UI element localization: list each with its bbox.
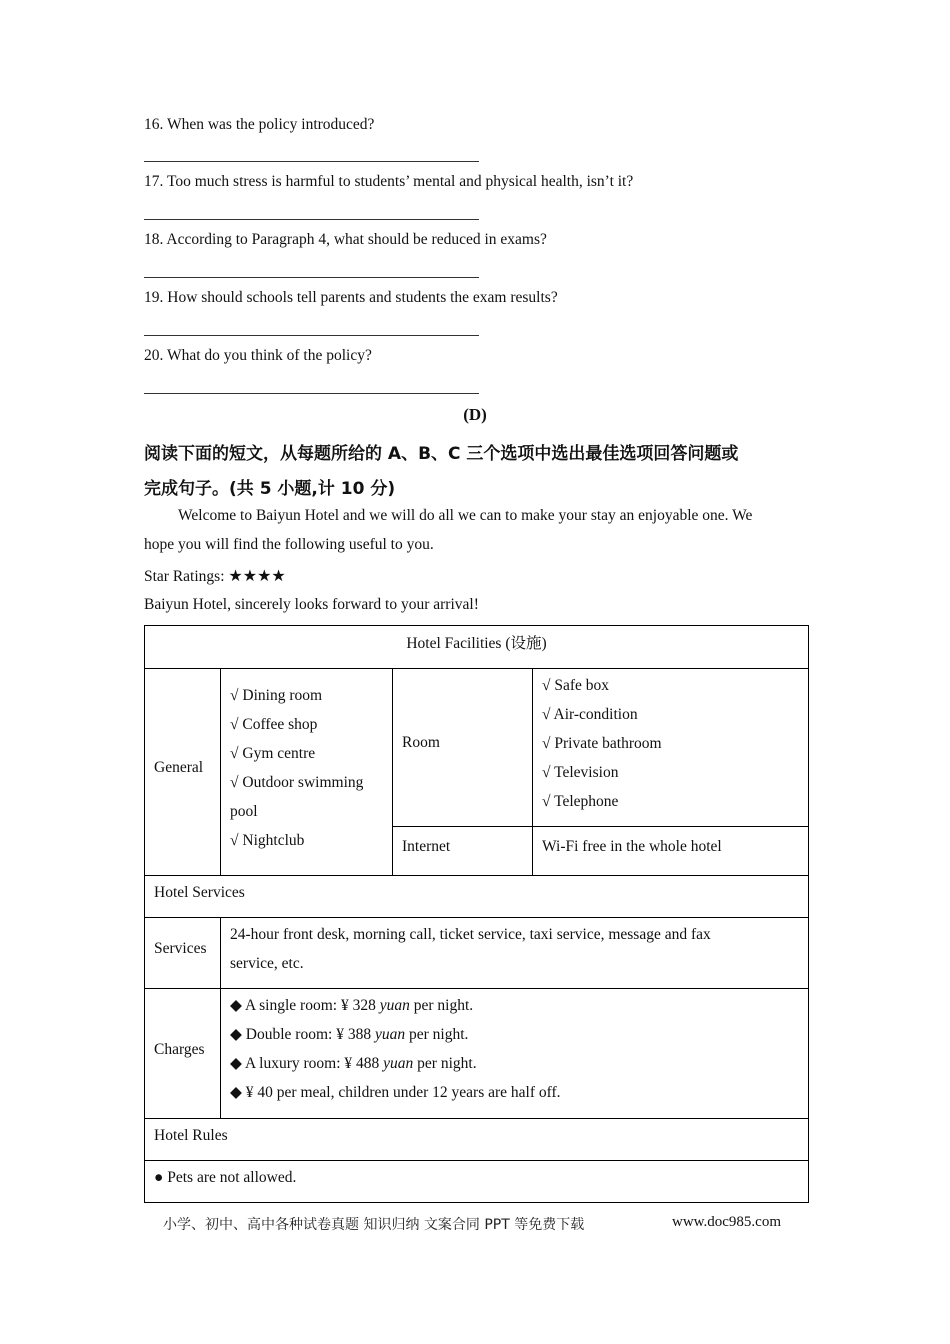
list-item: pool	[230, 803, 258, 820]
charge-item: ◆ Double room: ¥ 388 yuan per night.	[230, 1026, 469, 1043]
answer-line	[144, 219, 479, 220]
list-item: √ Dining room	[230, 687, 323, 704]
general-label: General	[154, 759, 204, 776]
answer-line	[144, 393, 479, 394]
room-label: Room	[402, 734, 440, 751]
services-value	[230, 920, 711, 978]
question-19: 19. How should schools tell parents and students the exam results?	[144, 289, 558, 306]
list-item: √ Nightclub	[230, 832, 305, 849]
paragraph-line-2: hope you will find the following useful to you.	[144, 536, 434, 553]
list-item: √ Safe box	[542, 677, 610, 694]
services-title: Hotel Services	[154, 884, 245, 901]
list-item: √ Air-condition	[542, 706, 638, 723]
question-20: 20. What do you think of the policy?	[144, 347, 372, 364]
instruction-line-1: 阅读下面的短文，从每题所给的 A、B、C 三个选项中选出最佳选项回答问题或	[144, 444, 739, 464]
footer-url[interactable]: www.doc985.com	[672, 1214, 782, 1230]
charges-label: Charges	[154, 1041, 205, 1058]
rule-item: ● Pets are not allowed.	[154, 1169, 297, 1186]
question-16: 16. When was the policy introduced?	[144, 116, 375, 133]
charge-item: ◆ A single room: ¥ 328 yuan per night.	[230, 997, 474, 1014]
services-line: 24-hour front desk, morning call, ticket service, taxi service, message and fax	[230, 926, 711, 943]
list-item: √ Television	[542, 764, 619, 781]
services-label: Services	[154, 940, 207, 957]
general-items	[230, 681, 363, 855]
room-items	[542, 671, 662, 816]
answer-line	[144, 335, 479, 336]
question-17: 17. Too much stress is harmful to students’ mental and physical health, isn’t it?	[144, 173, 634, 190]
charges-list	[230, 991, 561, 1107]
facilities-title: Hotel Facilities (设施)	[406, 635, 547, 652]
charge-item: ◆ A luxury room: ¥ 488 yuan per night.	[230, 1055, 477, 1072]
charge-item: ◆ ¥ 40 per meal, children under 12 years are half off.	[230, 1084, 561, 1101]
star-icons: ★★★★	[228, 566, 286, 585]
internet-label: Internet	[402, 838, 451, 855]
list-item: √ Outdoor swimming	[230, 774, 364, 791]
internet-value: Wi-Fi free in the whole hotel	[542, 838, 722, 855]
paragraph-line-1: Welcome to Baiyun Hotel and we will do all we can to make your stay an enjoyable one. We	[178, 507, 753, 524]
question-18: 18. According to Paragraph 4, what should be reduced in exams?	[144, 231, 547, 248]
list-item: √ Telephone	[542, 793, 619, 810]
answer-line	[144, 161, 479, 162]
closing-line: Baiyun Hotel, sincerely looks forward to your arrival!	[144, 596, 479, 613]
section-title: (D)	[463, 405, 487, 424]
star-ratings	[144, 566, 286, 586]
list-item: √ Private bathroom	[542, 735, 662, 752]
answer-line	[144, 277, 479, 278]
star-label: Star Ratings:	[144, 568, 225, 585]
services-line: service, etc.	[230, 955, 304, 972]
rules-title: Hotel Rules	[154, 1127, 228, 1144]
list-item: √ Coffee shop	[230, 716, 318, 733]
list-item: √ Gym centre	[230, 745, 316, 762]
footer-text: 小学、初中、高中各种试卷真题 知识归纳 文案合同 PPT 等免费下载	[163, 1217, 585, 1233]
instruction-line-2: 完成句子。(共 5 小题,计 10 分)	[144, 479, 396, 499]
